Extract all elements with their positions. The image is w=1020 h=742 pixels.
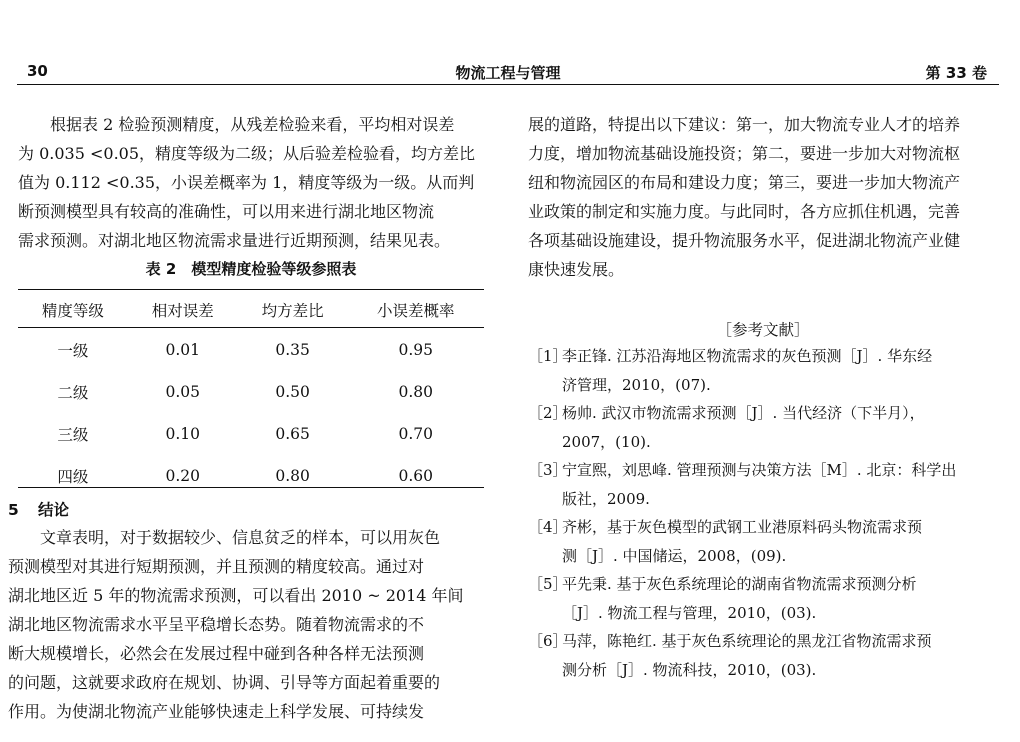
table-cell: 0.20 [165, 467, 201, 485]
column-header: 均方差比 [261, 301, 324, 320]
reference-text [528, 342, 1002, 399]
table-cell: 四级 [57, 468, 89, 486]
text-line: 济管理，2010，(07). [562, 375, 711, 394]
text-line: 各项基础设施建设，提升物流服务水平，促进湖北物流产业健 [528, 231, 961, 250]
table-cell: 0.80 [275, 467, 310, 485]
references-heading: ［参考文献］ [716, 321, 810, 339]
precision-grade-table [18, 290, 484, 497]
text-line: 为 0.035 <0.05，精度等级为二级；从后验差检验看，均方差比 [18, 144, 476, 163]
table-cell: 0.60 [398, 467, 434, 485]
table-cell: 0.01 [165, 341, 201, 359]
table-caption: 表 2 模型精度检验等级参照表 [145, 260, 357, 278]
table-cell: 一级 [57, 342, 89, 360]
reference-item [528, 513, 1002, 570]
section-title: 结论 [38, 501, 70, 519]
column-header: 小误差概率 [377, 301, 455, 320]
section-number: 5 [8, 501, 19, 519]
text-line: 展的道路，特提出以下建议：第一，加大物流专业人才的培养 [528, 115, 961, 134]
text-line: 作用。为使湖北物流产业能够快速走上科学发展、可持续发 [8, 702, 425, 721]
reference-item [528, 399, 1002, 456]
reference-item [528, 570, 1002, 627]
table-row [18, 413, 484, 455]
table-cell: 0.05 [165, 383, 201, 401]
table-cell: 0.70 [398, 425, 434, 443]
text-line: 纽和物流园区的布局和建设力度；第三，要进一步加大物流产 [528, 173, 961, 192]
text-line: 业政策的制定和实施力度。与此同时，各方应抓住机遇，完善 [528, 202, 961, 221]
text-line: 的问题，这就要求政府在规划、协调、引导等方面起着重要的 [8, 673, 441, 692]
table-header-row [18, 290, 484, 329]
reference-number: ［6］ [528, 632, 568, 650]
reference-text [528, 399, 1002, 456]
table-row [18, 329, 484, 371]
reference-number: ［3］ [528, 461, 568, 479]
journal-title: 物流工程与管理 [455, 64, 561, 82]
table-cell: 0.50 [275, 383, 310, 401]
text-line: 康快速发展。 [528, 260, 625, 279]
header-rule [17, 84, 999, 85]
reference-text [528, 570, 1002, 627]
text-line: 文章表明，对于数据较少、信息贫乏的样本，可以用灰色 [40, 528, 441, 547]
page-number: 30 [27, 62, 48, 80]
reference-item [528, 456, 1002, 513]
reference-number: ［1］ [528, 347, 568, 365]
reference-number: ［5］ [528, 575, 568, 593]
text-line: 根据表 2 检验预测精度，从残差检验来看，平均相对误差 [50, 115, 455, 134]
volume-label: 第 33 卷 [925, 64, 987, 82]
text-line: ［J］. 物流工程与管理，2010，(03). [562, 603, 817, 622]
reference-text [528, 513, 1002, 570]
text-line: 平先秉. 基于灰色系统理论的湖南省物流需求预测分析 [562, 575, 917, 593]
reference-item [528, 342, 1002, 399]
text-line: 齐彬，基于灰色模型的武钢工业港原料码头物流需求预 [562, 518, 923, 536]
column-header: 精度等级 [41, 301, 104, 320]
table-cell: 0.95 [398, 341, 434, 359]
text-line: 需求预测。对湖北地区物流需求量进行近期预测，结果见表。 [18, 231, 451, 250]
reference-text [528, 456, 1002, 513]
text-line: 预测模型对其进行短期预测，并且预测的精度较高。通过对 [8, 557, 425, 576]
table-header-rule [18, 327, 484, 328]
text-line: 测［J］. 中国储运，2008，(09). [562, 546, 787, 565]
section-heading [8, 498, 69, 520]
text-line: 测分析［J］. 物流科技，2010，(03). [562, 660, 817, 679]
left-paragraph-2 [8, 523, 486, 726]
reference-number: ［4］ [528, 518, 568, 536]
table-cell: 0.35 [275, 341, 310, 359]
table-cell: 二级 [57, 384, 89, 402]
table-cell: 三级 [57, 426, 89, 444]
text-line: 李正锋. 江苏沿海地区物流需求的灰色预测［J］. 华东经 [562, 347, 933, 365]
table-row [18, 371, 484, 413]
text-line: 湖北地区物流需求水平呈平稳增长态势。随着物流需求的不 [8, 615, 425, 634]
reference-text [528, 627, 1002, 684]
running-header [17, 60, 999, 82]
text-line: 断预测模型具有较高的准确性，可以用来进行湖北地区物流 [18, 202, 435, 221]
reference-number: ［2］ [528, 404, 568, 422]
table-cell: 0.10 [165, 425, 201, 443]
table-bottom-rule [18, 487, 484, 488]
text-line: 值为 0.112 <0.35，小误差概率为 1，精度等级为一级。从而判 [18, 173, 475, 192]
table-row [18, 455, 484, 497]
text-line: 湖北地区近 5 年的物流需求预测，可以看出 2010 ~ 2014 年间 [8, 586, 464, 605]
text-line: 版社，2009. [562, 489, 650, 508]
references-list [528, 342, 1002, 684]
text-line: 杨帅. 武汉市物流需求预测［J］. 当代经济（下半月）， [562, 404, 925, 422]
reference-item [528, 627, 1002, 684]
column-header: 相对误差 [151, 301, 214, 320]
text-line: 力度，增加物流基础设施投资；第二，要进一步加大对物流枢 [528, 144, 961, 163]
table-cell: 0.65 [275, 425, 310, 443]
text-line: 马萍，陈艳红. 基于灰色系统理论的黑龙江省物流需求预 [562, 632, 932, 650]
text-line: 2007，(10). [562, 432, 651, 451]
table-cell: 0.80 [398, 383, 434, 401]
text-line: 断大规模增长，必然会在发展过程中碰到各种各样无法预测 [8, 644, 425, 663]
text-line: 宁宣熙，刘思峰. 管理预测与决策方法［M］. 北京：科学出 [562, 461, 957, 479]
left-paragraph-1 [18, 110, 486, 255]
right-paragraph [528, 110, 1002, 284]
